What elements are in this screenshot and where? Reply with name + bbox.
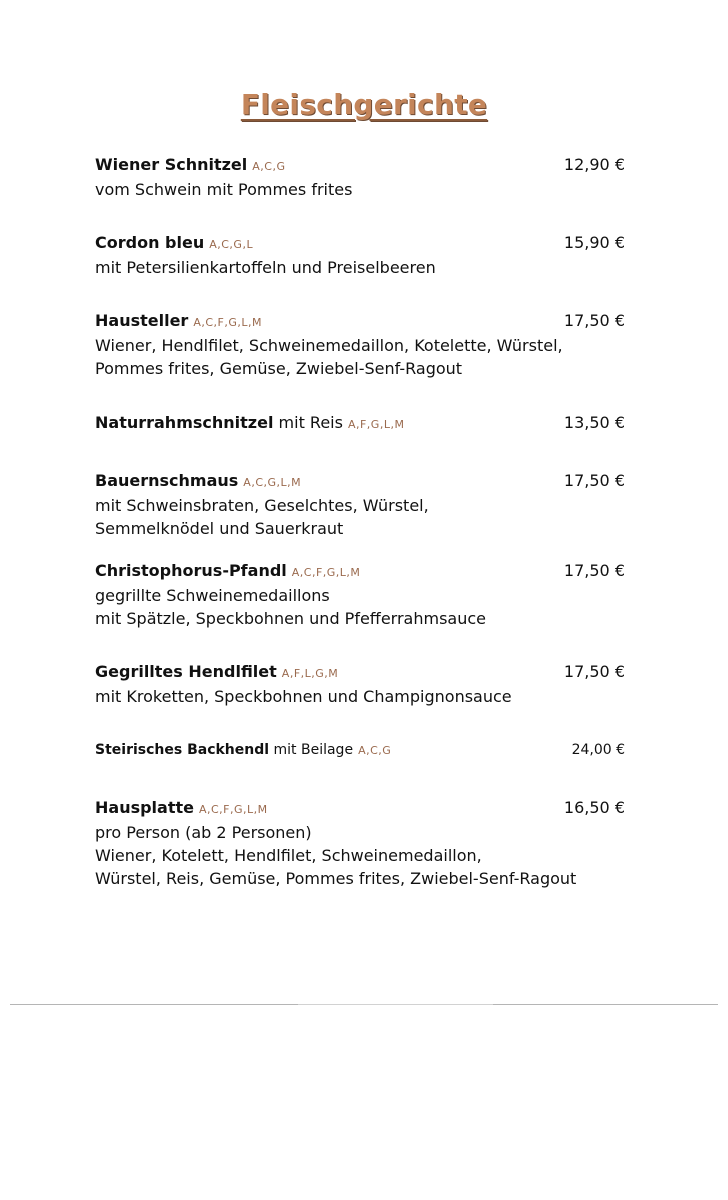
menu-item-naturrahmschnitzel — [95, 411, 625, 436]
dish-name: Hausplatte — [95, 798, 194, 817]
dish-description: Pommes frites, Gemüse, Zwiebel-Senf-Ragout — [95, 359, 463, 378]
dish-description: mit Schweinsbraten, Geselchtes, Würstel, — [95, 496, 429, 515]
dish-name: Naturrahmschnitzel — [95, 413, 274, 432]
menu-item-christophorus-pfandl — [95, 559, 625, 630]
page-divider — [298, 1004, 493, 1005]
dish-price: 17,50 € — [563, 561, 625, 580]
menu-item-header — [95, 660, 625, 685]
dish-price: 13,50 € — [563, 413, 625, 432]
dish-name: Bauernschmaus — [95, 471, 239, 490]
allergen-codes: A,C,G — [358, 744, 392, 757]
menu-item-header — [95, 309, 625, 334]
dish-price: 17,50 € — [563, 662, 625, 681]
menu-item-header — [95, 231, 625, 256]
dish-name: Hausteller — [95, 311, 189, 330]
dish-name: Cordon bleu — [95, 233, 205, 252]
menu-item-header — [95, 796, 625, 821]
menu-item-hausteller — [95, 309, 625, 380]
menu-item-cordon-bleu — [95, 231, 625, 279]
dish-description: Würstel, Reis, Gemüse, Pommes frites, Zwiebel-Senf-Ragout — [95, 869, 577, 888]
menu-item-bauernschmaus — [95, 469, 625, 540]
menu-item-header — [95, 559, 625, 584]
dish-price: 12,90 € — [563, 155, 625, 174]
dish-description: mit Petersilienkartoffeln und Preiselbeeren — [95, 258, 436, 277]
allergen-codes: A,C,F,G,L,M — [291, 566, 361, 579]
dish-price: 17,50 € — [563, 311, 625, 330]
dish-description: Wiener, Kotelett, Hendlfilet, Schweinemedaillon, — [95, 846, 482, 865]
dish-price: 17,50 € — [563, 471, 625, 490]
dish-price: 16,50 € — [563, 798, 625, 817]
dish-price: 15,90 € — [563, 233, 625, 252]
allergen-codes: A,C,F,G,L,M — [198, 803, 268, 816]
allergen-codes: A,C,G,L,M — [243, 476, 302, 489]
menu-item-header — [95, 411, 625, 436]
dish-description: mit Spätzle, Speckbohnen und Pfefferrahmsauce — [95, 609, 486, 628]
dish-price: 24,00 € — [571, 742, 625, 758]
dish-name: Steirisches Backhendl — [95, 742, 270, 758]
dish-description: Wiener, Hendlfilet, Schweinemedaillon, Kotelette, Würstel, — [95, 336, 563, 355]
menu-item-wiener-schnitzel — [95, 153, 625, 201]
dish-name: Wiener Schnitzel — [95, 155, 248, 174]
menu-item-header — [95, 739, 625, 762]
menu-item-steirisches-backhendl — [95, 739, 625, 762]
allergen-codes: A,F,G,L,M — [347, 418, 405, 431]
dish-description: mit Kroketten, Speckbohnen und Champignonsauce — [95, 687, 512, 706]
allergen-codes: A,F,L,G,M — [281, 667, 339, 680]
dish-name: Gegrilltes Hendlfilet — [95, 662, 277, 681]
allergen-codes: A,C,F,G,L,M — [193, 316, 262, 329]
dish-name: Christophorus-Pfandl — [95, 561, 287, 580]
allergen-codes: A,C,G — [252, 160, 286, 173]
dish-description: pro Person (ab 2 Personen) — [95, 823, 312, 842]
dish-side: mit Reis — [278, 413, 343, 432]
menu-item-header — [95, 153, 625, 178]
dish-description: vom Schwein mit Pommes frites — [95, 180, 353, 199]
menu-item-hausplatte — [95, 796, 625, 890]
dish-side: mit Beilage — [273, 742, 354, 758]
allergen-codes: A,C,G,L — [209, 238, 254, 251]
dish-description: Semmelknödel und Sauerkraut — [95, 519, 344, 538]
page-divider — [493, 1004, 718, 1005]
dish-description: gegrillte Schweinemedaillons — [95, 586, 330, 605]
page-divider — [10, 1004, 298, 1005]
menu-item-gegrilltes-hendlfilet — [95, 660, 625, 708]
menu-item-header — [95, 469, 625, 494]
page-title: Fleischgerichte — [240, 88, 488, 121]
